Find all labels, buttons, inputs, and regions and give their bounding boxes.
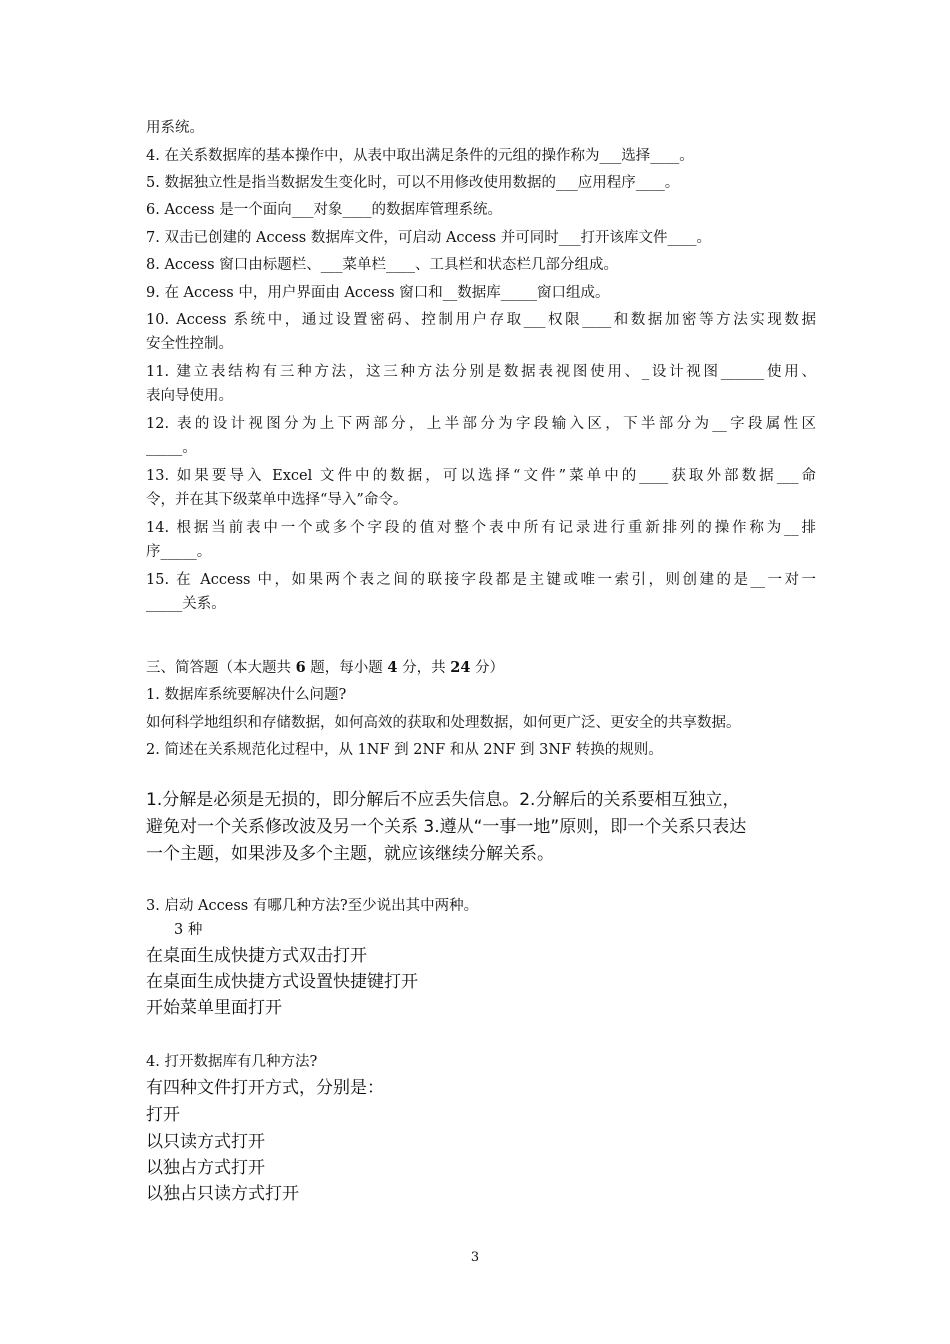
- short-answer-question-4: 4. 打开数据库有几种方法?: [146, 1054, 318, 1070]
- short-answer-question-1: 1. 数据库系统要解决什么问题?: [146, 687, 347, 703]
- fill-blank-question-13: 13. 如果要导入 Excel 文件中的数据，可以选择“文件”菜单中的____获取外部数据___命: [146, 468, 816, 484]
- answer-1: 如何科学地组织和存储数据，如何高效的获取和处理数据，如何更广泛、更安全的共享数据。: [146, 715, 741, 731]
- short-answer-question-2: 2. 简述在关系规范化过程中，从 1NF 到 2NF 和从 2NF 到 3NF 转换的规则。: [146, 742, 663, 758]
- heading-count: 6: [295, 659, 306, 676]
- fill-blank-question-9: 9. 在 Access 中，用户界面由 Access 窗口和__数据库_____窗口组成。: [146, 285, 610, 301]
- fill-blank-question-10-cont: 安全性控制。: [146, 336, 233, 352]
- heading-text: 分，共: [397, 660, 451, 676]
- answer-2-line-1: 1.分解是必须是无损的，即分解后不应丢失信息。2.分解后的关系要相互独立，: [146, 790, 740, 810]
- heading-text: 分）: [470, 660, 505, 676]
- answer-4-mode-1: 打开: [146, 1105, 180, 1125]
- fill-blank-question-12-cont: _____。: [146, 440, 197, 456]
- page-number: 3: [470, 1250, 480, 1265]
- fill-blank-question-4: 4. 在关系数据库的基本操作中，从表中取出满足条件的元组的操作称为___选择____。: [146, 148, 694, 164]
- answer-3-method-3: 开始菜单里面打开: [146, 998, 282, 1018]
- heading-text: 题，每小题: [305, 660, 388, 676]
- fill-blank-question-8: 8. Access 窗口由标题栏、___菜单栏____、工具栏和状态栏几部分组成。: [146, 257, 618, 273]
- answer-4-intro: 有四种文件打开方式，分别是：: [146, 1078, 384, 1098]
- fill-blank-question-15: 15. 在 Access 中，如果两个表之间的联接字段都是主键或唯一索引，则创建的是__一对一: [146, 572, 816, 588]
- answer-4-mode-4: 以独占只读方式打开: [146, 1184, 299, 1204]
- fill-blank-question-15-cont: _____关系。: [146, 596, 226, 612]
- answer-2-line-3: 一个主题，如果涉及多个主题，就应该继续分解关系。: [146, 844, 554, 864]
- answer-3-method-2: 在桌面生成快捷方式设置快捷键打开: [146, 972, 418, 992]
- fill-blank-question-12: 12. 表的设计视图分为上下两部分，上半部分为字段输入区，下半部分为__字段属性区: [146, 416, 816, 432]
- fill-blank-question-11: 11. 建立表结构有三种方法，这三种方法分别是数据表视图使用、_设计视图______使用、: [146, 364, 816, 380]
- short-answer-question-3: 3. 启动 Access 有哪几种方法?至少说出其中两种。: [146, 898, 479, 914]
- answer-4-mode-2: 以只读方式打开: [146, 1132, 265, 1152]
- fill-blank-question-11-cont: 表向导使用。: [146, 388, 233, 404]
- answer-4-mode-3: 以独占方式打开: [146, 1158, 265, 1178]
- fill-blank-question-10: 10. Access 系统中，通过设置密码、控制用户存取___权限____和数据加密等方法实现数据: [146, 312, 816, 328]
- fill-blank-question-14: 14. 根据当前表中一个或多个字段的值对整个表中所有记录进行重新排列的操作称为__排: [146, 520, 816, 536]
- answer-2-line-2: 避免对一个关系修改波及另一个关系 3.遵从“一事一地”原则，即一个关系只表达: [146, 817, 747, 837]
- fill-blank-question-13-cont: 令，并在其下级菜单中选择“导入”命令。: [146, 492, 408, 508]
- heading-points-each: 4: [387, 659, 398, 676]
- fill-blank-question-5: 5. 数据独立性是指当数据发生变化时，可以不用修改使用数据的___应用程序____。: [146, 175, 680, 191]
- section-heading: [146, 658, 816, 678]
- fill-blank-question-6: 6. Access 是一个面向___对象____的数据库管理系统。: [146, 202, 502, 218]
- heading-text: 三、简答题（本大题共: [146, 660, 296, 676]
- text-line: 用系统。: [146, 120, 204, 136]
- fill-blank-question-14-cont: 序_____。: [146, 544, 212, 560]
- heading-points-total: 24: [450, 659, 471, 676]
- answer-3-count: 3 种: [174, 922, 203, 938]
- answer-3-method-1: 在桌面生成快捷方式双击打开: [146, 946, 367, 966]
- fill-blank-question-7: 7. 双击已创建的 Access 数据库文件，可启动 Access 并可同时___打开该库文件____。: [146, 230, 711, 246]
